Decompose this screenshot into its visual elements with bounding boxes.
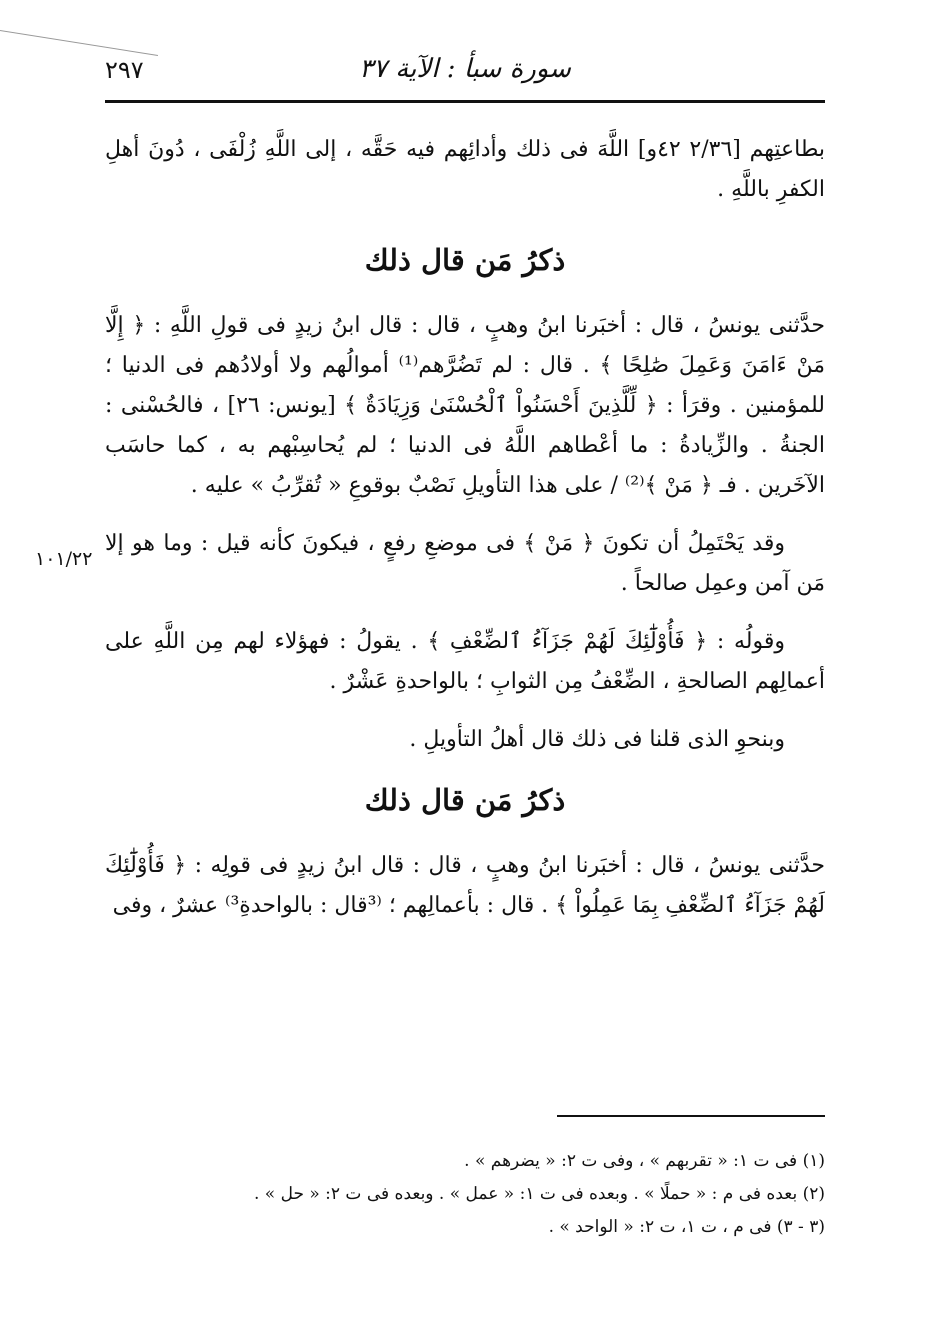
section-heading: ذكرُ مَن قال ذلك — [364, 783, 566, 817]
hadith-paragraph: حدَّثنى يونسُ ، قال : أخبَرنا ابنُ وهبٍ ، قال : قال ابنُ زيدٍ فى قولِ اللَّهِ : ﴿ إِلَّا مَنْ ءَامَنَ وَعَمِلَ صَٰلِحًا ﴾ . قال : لم تَضُرَّهم⁽¹⁾ أموالُهم ولا أولادُهم فى الدنيا ؛ للمؤمنين . وقرَأ : ﴿ لِّلَّذِينَ أَحْسَنُواْ ٱلْحُسْنَىٰ وَزِيَادَةٌ ﴾ [يونس: ٢٦] ، فالحُسْنى : الجنةُ . والزِّيادةُ : ما أعْطاهم اللَّهُ فى الدنيا ؛ لم يُحاسِبْهم به ، كما حاسَب الآخَرين . فـ ﴿ مَنْ ﴾⁽²⁾ / على هذا التأويلِ نَصْبٌ بوقوعِ « تُقرِّبُ » عليه . — [105, 313, 825, 498]
paragraph: وقد يَحْتَمِلُ أن تكونَ ﴿ مَنْ ﴾ فى موضعِ رفعٍ ، فيكونَ كأنه قيل : وما هو إلا مَن آمن وعمِل صالحاً . — [105, 531, 825, 596]
footnote: (٣ - ٣) فى م ، ت ١، ت ٢: « الواحد » . — [548, 1217, 825, 1237]
page-header — [105, 52, 825, 92]
page-number: ٢٩٧ — [105, 56, 144, 84]
footnotes — [105, 1145, 825, 1244]
hadith-paragraph: حدَّثنى يونسُ ، قال : أخبَرنا ابنُ وهبٍ ، قال : قال ابنُ زيدٍ فى قولِه : ﴿ فَأُوْلَٰٓئِكَ لَهُمْ جَزَآءُ ٱلضِّعْفِ بِمَا عَمِلُواْ ﴾ . قال : بأعمالِهم ؛ ⁽³قال : بالواحدةِ³⁾ عشرٌ ، وفى — [105, 853, 825, 918]
main-text — [105, 130, 825, 944]
footnote: (٢) بعده فى م : « حملًا » . وبعده فى ت ١: « عمل » . وبعده فى ت ٢: « حل » . — [253, 1184, 825, 1204]
margin-reference: ١٠١/٢٢ — [35, 548, 93, 570]
header-rule — [105, 100, 825, 103]
paragraph: وبنحوِ الذى قلنا فى ذلك قال أهلُ التأويلِ . — [409, 727, 785, 752]
footnote: (١) فى ت ١: « تقربهم » ، وفى ت ٢: « يضرهم » . — [464, 1151, 825, 1171]
footnote-rule — [557, 1115, 825, 1117]
paragraph: وقولُه : ﴿ فَأُوْلَٰٓئِكَ لَهُمْ جَزَآءُ ٱلضِّعْفِ ﴾ . يقولُ : فهؤلاء لهم مِن اللَّهِ على أعمالِهم الصالحةِ ، الضِّعْفُ مِن الثوابِ ؛ بالواحدةِ عَشْرٌ . — [105, 629, 825, 694]
running-title: سورة سبأ : الآية ٣٧ — [359, 54, 571, 84]
paragraph-continuation: بطاعتِهم [٢/٣٦ ٤٢و] اللَّهَ فى ذلك وأدائِهم فيه حَقَّه ، إلى اللَّهِ زُلْفَى ، دُونَ أهلِ الكفرِ باللَّهِ . — [105, 137, 825, 202]
section-heading: ذكرُ مَن قال ذلك — [364, 243, 566, 277]
